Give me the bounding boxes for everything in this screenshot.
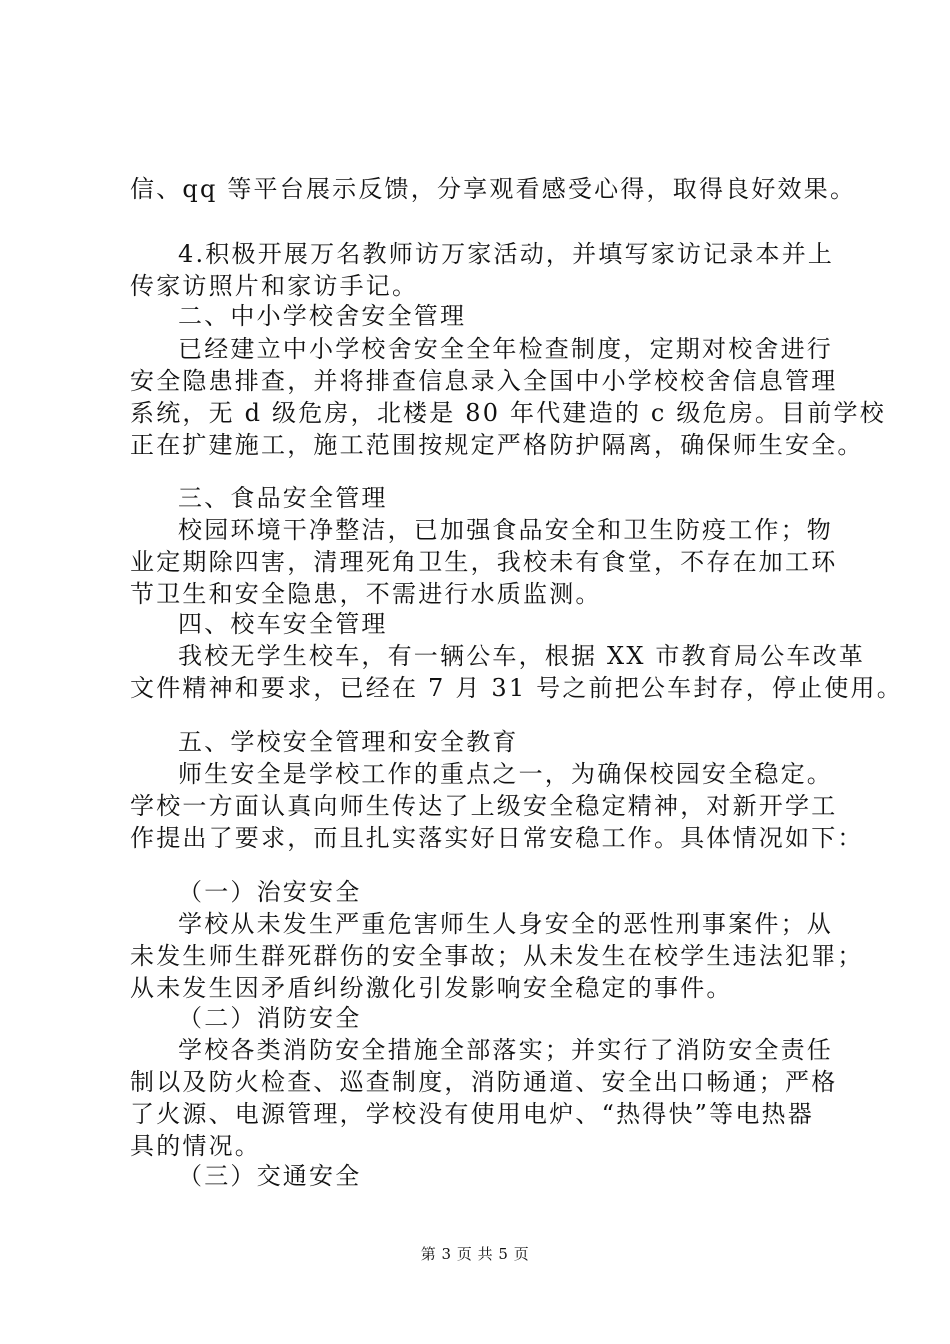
text-line: 已经建立中小学校舍安全全年检查制度，定期对校舍进行 bbox=[178, 335, 833, 363]
text-line: 制以及防火检查、巡查制度，消防通道、安全出口畅通；严格 bbox=[130, 1068, 838, 1096]
text-line: 正在扩建施工，施工范围按规定严格防护隔离，确保师生安全。 bbox=[130, 431, 864, 459]
text-line: 信、qq 等平台展示反馈，分享观看感受心得，取得良好效果。 bbox=[130, 175, 857, 203]
subsection-heading: （三）交通安全 bbox=[178, 1162, 362, 1190]
page-number-footer: 第 3 页 共 5 页 bbox=[420, 1245, 530, 1263]
section-heading: 三、食品安全管理 bbox=[178, 484, 388, 512]
text-line: 业定期除四害，清理死角卫生，我校未有食堂，不存在加工环 bbox=[130, 548, 838, 576]
text-line: 节卫生和安全隐患，不需进行水质监测。 bbox=[130, 580, 602, 608]
text-line: 4.积极开展万名教师访万家活动，并填写家访记录本并上 bbox=[178, 240, 835, 268]
text-line: 校园环境干净整洁，已加强食品安全和卫生防疫工作；物 bbox=[178, 516, 833, 544]
section-heading: 四、校车安全管理 bbox=[178, 610, 388, 638]
text-line: 未发生师生群死群伤的安全事故；从未发生在校学生违法犯罪； bbox=[130, 942, 864, 970]
text-line: 具的情况。 bbox=[130, 1132, 261, 1160]
text-line: 安全隐患排查，并将排查信息录入全国中小学校校舍信息管理 bbox=[130, 367, 838, 395]
text-line: 文件精神和要求，已经在 7 月 31 号之前把公车封存，停止使用。 bbox=[130, 674, 903, 702]
subsection-heading: （二）消防安全 bbox=[178, 1004, 362, 1032]
text-line: 了火源、电源管理，学校没有使用电炉、“热得快”等电热器 bbox=[130, 1100, 814, 1128]
text-line: 学校一方面认真向师生传达了上级安全稳定精神，对新开学工 bbox=[130, 792, 838, 820]
section-heading: 五、学校安全管理和安全教育 bbox=[178, 728, 519, 756]
section-heading: 二、中小学校舍安全管理 bbox=[178, 302, 467, 330]
text-line: 学校从未发生严重危害师生人身安全的恶性刑事案件；从 bbox=[178, 910, 833, 938]
text-line: 学校各类消防安全措施全部落实；并实行了消防安全责任 bbox=[178, 1036, 833, 1064]
text-line: 作提出了要求，而且扎实落实好日常安稳工作。具体情况如下： bbox=[130, 824, 864, 852]
text-line: 师生安全是学校工作的重点之一，为确保校园安全稳定。 bbox=[178, 760, 833, 788]
text-line: 从未发生因矛盾纠纷激化引发影响安全稳定的事件。 bbox=[130, 974, 733, 1002]
text-line: 我校无学生校车，有一辆公车，根据 XX 市教育局公车改革 bbox=[178, 642, 866, 670]
subsection-heading: （一）治安安全 bbox=[178, 878, 362, 906]
text-line: 系统，无 d 级危房，北楼是 80 年代建造的 c 级危房。目前学校 bbox=[130, 399, 886, 427]
text-line: 传家访照片和家访手记。 bbox=[130, 272, 419, 300]
